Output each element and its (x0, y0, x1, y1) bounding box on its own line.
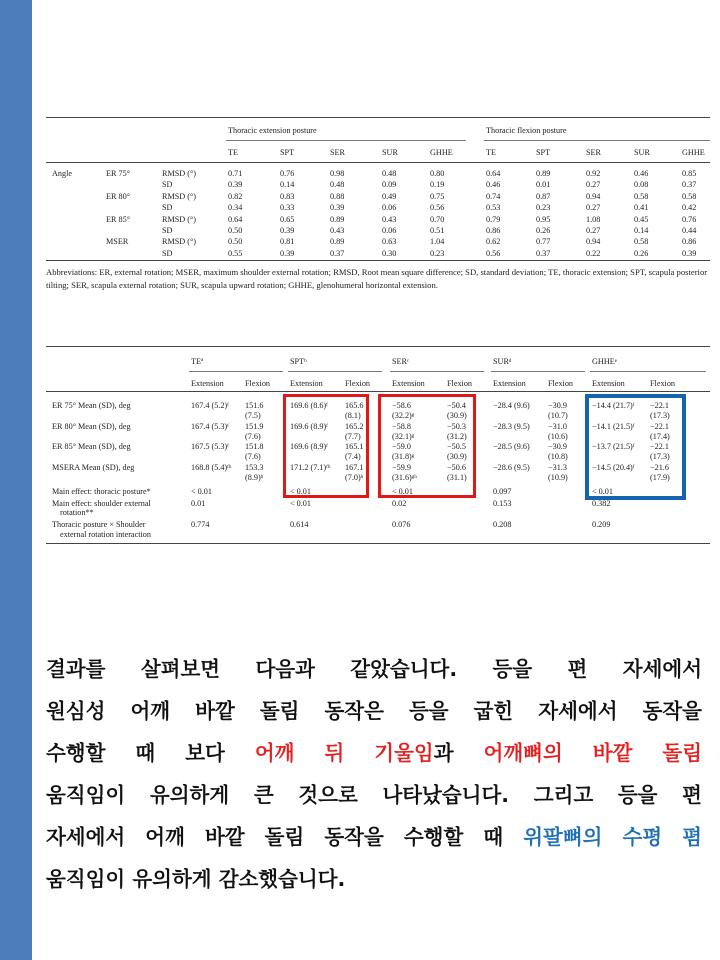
table-cell: 0.86 (486, 226, 501, 235)
table-cell: 0.26 (536, 226, 551, 235)
table-top-rule (46, 346, 710, 347)
table-cell: 0.77 (536, 237, 551, 247)
column-header: TE (486, 148, 497, 157)
table-cell: 1.04 (430, 237, 445, 247)
row-label: ER 75° Mean (SD), deg (52, 401, 131, 410)
table-cell: 0.79 (486, 214, 501, 224)
table-cell: −22.1 (650, 442, 669, 451)
table-cell: 0.26 (634, 248, 649, 258)
table-bottom-rule (46, 543, 710, 544)
summary-paragraph (46, 648, 702, 900)
table-cell: 0.81 (280, 237, 295, 247)
column-header: TE (228, 148, 239, 157)
row-condition: ER 85° (106, 214, 130, 224)
table-cell: 0.153 (493, 499, 512, 508)
table-cell-sd: (10.7) (548, 411, 568, 420)
table-cell: 0.53 (486, 203, 501, 213)
sub-header-extension: Extension (290, 379, 323, 388)
table-cell: 0.86 (682, 237, 697, 247)
table-cell: 0.09 (382, 180, 397, 190)
table-cell: 153.3 (245, 462, 264, 472)
table-cell: 169.6 (8.9)ᶠ (290, 421, 328, 431)
table-cell: 0.62 (486, 237, 501, 247)
table-cell: 0.48 (382, 169, 397, 178)
table-cell: 0.076 (392, 520, 411, 529)
table-cell-sd: (7.5) (245, 411, 261, 420)
row-header-angle: Angle (52, 169, 73, 178)
table-cell: 0.42 (682, 203, 697, 213)
table-cell: −28.4 (9.6) (493, 401, 530, 410)
table-cell: −31.3 (548, 462, 567, 472)
table-cell: 0.82 (228, 191, 243, 201)
table-cell: −21.6 (650, 462, 669, 472)
table-cell: −13.7 (21.5)ᶠ (592, 442, 635, 451)
table-cell-sd: (7.4) (345, 452, 361, 461)
table-cell: 0.22 (586, 248, 601, 258)
table-cell: −14.5 (20.4)ᶠ (592, 462, 635, 472)
table-cell-sd: (30.9) (447, 411, 467, 420)
row-condition: ER 75° (106, 169, 130, 178)
paragraph-line: 움직임이 유의하게 큰 것으로 나타났습니다. 그리고 등을 편 (46, 783, 702, 807)
row-label: ER 80° Mean (SD), deg (52, 421, 131, 431)
table-cell: 0.37 (330, 248, 345, 258)
table-cell: 0.58 (634, 191, 649, 201)
table-cell: −50.5 (447, 442, 466, 451)
table-cell: 0.774 (191, 520, 210, 529)
table-cell: 0.89 (536, 169, 551, 178)
table-cell: 0.08 (634, 180, 649, 190)
table-cell-sd: (10.9) (548, 472, 568, 482)
group-underline (491, 371, 585, 372)
table-cell: −50.3 (447, 421, 466, 431)
group-header: TEª (191, 357, 204, 366)
table-cell: 0.80 (430, 169, 445, 178)
table-cell: 0.58 (682, 191, 697, 201)
table-cell: 0.88 (330, 191, 345, 201)
paragraph-line (46, 816, 702, 858)
table-cell: 0.51 (430, 226, 445, 235)
table-cell: −59.0 (392, 442, 411, 451)
table-cell: 0.01 (536, 180, 551, 190)
column-header: SPT (536, 148, 551, 157)
group-underline (390, 371, 484, 372)
main-effect-shoulder-label: rotation** (60, 508, 94, 517)
table-cell: 165.6 (345, 401, 364, 410)
table-cell: 0.85 (682, 169, 697, 178)
table-cell: −50.6 (447, 462, 466, 472)
group-underline (288, 371, 382, 372)
table-cell: 0.39 (280, 248, 295, 258)
table-cell: 0.56 (430, 203, 445, 213)
table-cell: 0.65 (280, 214, 295, 224)
table-cell: 167.4 (5.3)ᶠ (191, 421, 229, 431)
table-cell-sd: (31.8)ᵍ (392, 452, 415, 461)
red-highlight-box-spt (283, 394, 369, 498)
table-cell: 0.02 (392, 499, 407, 508)
table-cell: 167.5 (5.3)ᶠ (191, 442, 229, 451)
table-cell: 0.23 (536, 203, 551, 213)
row-statistic: RMSD (°) (162, 169, 196, 178)
table-cell: 0.614 (290, 520, 309, 529)
table-cell-sd: (7.7) (345, 431, 361, 441)
blue-highlight-text: 위팔뼈의 수평 폄 (523, 825, 702, 849)
table-cell: −58.8 (392, 421, 411, 431)
table-cell: 0.89 (330, 214, 345, 224)
table-cell: 0.89 (330, 237, 345, 247)
table-cell: 0.46 (486, 180, 501, 190)
table-cell: 151.9 (245, 421, 264, 431)
table-cell: 0.30 (382, 248, 397, 258)
column-header: GHHE (430, 148, 453, 157)
row-statistic: SD (162, 180, 173, 190)
column-header: SER (586, 148, 602, 157)
column-header: SUR (382, 148, 398, 157)
header-rule (46, 162, 710, 163)
table-cell: 1.08 (586, 214, 601, 224)
column-header: SUR (634, 148, 650, 157)
table-cell-sd: (10.8) (548, 452, 568, 461)
table-cell: 0.37 (536, 248, 551, 258)
table-cell: 0.06 (382, 226, 397, 235)
table-cell: 0.39 (682, 248, 697, 258)
table-cell: 151.6 (245, 401, 264, 410)
column-header: SER (330, 148, 346, 157)
group-underline (484, 140, 710, 141)
table-cell-sd: (31.2) (447, 431, 467, 441)
table-cell: < 0.01 (290, 487, 311, 496)
group-header: SURᵈ (493, 357, 512, 366)
table-cell: 0.382 (592, 499, 611, 508)
table-cell-sd: (32.2)ᵍ (392, 411, 415, 420)
sub-header-flexion: Flexion (548, 379, 574, 388)
table-cell-sd: (7.0)ʰ (345, 472, 364, 482)
table-cell: 0.46 (634, 169, 649, 178)
table-cell: 0.63 (382, 237, 397, 247)
table-cell: 169.6 (8.9)ᶠ (290, 442, 328, 451)
row-condition: ER 80° (106, 191, 130, 201)
sub-header-flexion: Flexion (447, 379, 473, 388)
column-header: SPT (280, 148, 295, 157)
table-cell: 167.4 (5.2)ᶠ (191, 401, 229, 410)
interaction-label: external rotation interaction (60, 530, 151, 539)
table-cell: 0.01 (191, 499, 206, 508)
table-cell-sd: (17.4) (650, 431, 670, 441)
table-cell-sd: (8.9)ʰ (245, 472, 264, 482)
table-cell-sd: (31.1) (447, 472, 467, 482)
table-cell: 0.208 (493, 520, 512, 529)
table-cell: −14.1 (21.5)ᶠ (592, 421, 635, 431)
group-header-extension: Thoracic extension posture (228, 126, 317, 135)
table-cell: < 0.01 (592, 487, 613, 496)
row-statistic: SD (162, 226, 173, 235)
paragraph-line: 결과를 살펴보면 다음과 같았습니다. 등을 편 자세에서 (46, 657, 702, 681)
table-cell: 0.55 (228, 248, 243, 258)
table-cell: 168.8 (5.4)ᶠʰ (191, 462, 232, 472)
table-cell-sd: (17.3) (650, 411, 670, 420)
table-cell: 0.75 (430, 191, 445, 201)
table-cell: < 0.01 (290, 499, 311, 508)
table-cell: 0.39 (228, 180, 243, 190)
table-cell: 0.71 (228, 169, 243, 178)
sub-header-extension: Extension (392, 379, 425, 388)
paragraph-line: 움직임이 유의하게 감소했습니다. (46, 867, 346, 891)
table-cell-sd: (17.3) (650, 452, 670, 461)
table-cell: 0.23 (430, 248, 445, 258)
table-cell: 0.37 (682, 180, 697, 190)
table-cell: 0.92 (586, 169, 601, 178)
table-cell: 0.39 (330, 203, 345, 213)
left-accent-bar (0, 0, 32, 960)
paragraph-line (46, 732, 702, 774)
table-cell: 0.76 (682, 214, 697, 224)
table-cell: 0.83 (280, 191, 295, 201)
table-cell: < 0.01 (191, 487, 212, 496)
row-statistic: RMSD (°) (162, 237, 196, 247)
table-bottom-rule (46, 260, 710, 261)
table-cell-sd: (31.6)ᵍʰ (392, 472, 417, 482)
text-segment: 과 (433, 741, 484, 765)
table-cell-sd: (7.6) (245, 452, 261, 461)
header-rule (46, 391, 710, 392)
table-cell: −28.5 (9.6) (493, 442, 530, 451)
group-underline (189, 371, 283, 372)
table-cell: 0.94 (586, 191, 601, 201)
table-cell: 0.209 (592, 520, 611, 529)
table-cell: 0.74 (486, 191, 501, 201)
table-cell: 0.58 (634, 237, 649, 247)
group-header-flexion: Thoracic flexion posture (486, 126, 567, 135)
table-cell: 171.2 (7.1)ᶠʰ (290, 462, 331, 472)
table-cell: 0.95 (536, 214, 551, 224)
table-cell: 0.33 (280, 203, 295, 213)
table-cell: −22.1 (650, 401, 669, 410)
table-cell: 0.43 (382, 214, 397, 224)
sub-header-extension: Extension (191, 379, 224, 388)
table-cell-sd: (7.6) (245, 431, 261, 441)
row-label: ER 85° Mean (SD), deg (52, 442, 131, 451)
table-cell: −30.9 (548, 401, 567, 410)
red-highlight-text: 어깨뼈의 바깥 돌림 (483, 741, 703, 765)
table-cell: 0.50 (228, 237, 243, 247)
sub-header-extension: Extension (493, 379, 526, 388)
table-cell: 0.34 (228, 203, 243, 213)
row-statistic: SD (162, 203, 173, 213)
table-cell: 0.49 (382, 191, 397, 201)
row-condition: MSER (106, 237, 129, 247)
table-cell: 0.43 (330, 226, 345, 235)
table-cell: 0.64 (486, 169, 501, 178)
table-cell: −28.6 (9.5) (493, 462, 530, 472)
table-cell: 0.70 (430, 214, 445, 224)
table-cell: 165.2 (345, 421, 364, 431)
row-label: MSERA Mean (SD), deg (52, 462, 135, 472)
table-cell: 0.19 (430, 180, 445, 190)
group-underline (226, 140, 466, 141)
table-cell-sd: (17.9) (650, 472, 670, 482)
group-header: SPTᵇ (290, 357, 307, 366)
table-cell: 167.1 (345, 462, 364, 472)
table-cell: 169.6 (8.6)ᶠ (290, 401, 328, 410)
table-cell: 0.94 (586, 237, 601, 247)
table-cell: 0.76 (280, 169, 295, 178)
sub-header-flexion: Flexion (650, 379, 676, 388)
table-cell: −59.9 (392, 462, 411, 472)
table-cell: 0.87 (536, 191, 551, 201)
sub-header-extension: Extension (592, 379, 625, 388)
table-cell: −22.1 (650, 421, 669, 431)
sub-header-flexion: Flexion (245, 379, 271, 388)
main-effect-shoulder-label: Main effect: shoulder external (52, 499, 151, 508)
abbreviations-note: Abbreviations: ER, external rotation; MSER, maximum shoulder external rotation; RMSD, Root mean square difference; SD, standard deviation; TE, thoracic extension; SPT, scapula posterior tilting; SER, scapula external rotation; SUR, scapula upward rotation; GHHE, glenohumeral horizontal extension. (46, 267, 708, 290)
red-highlight-box-ser (378, 394, 476, 498)
table-cell: 0.41 (634, 203, 649, 213)
table-cell: 0.64 (228, 214, 243, 224)
table-cell-sd: (10.6) (548, 431, 568, 441)
table-cell: 0.44 (682, 226, 697, 235)
table-cell: −58.6 (392, 401, 411, 410)
group-header: SERᶜ (392, 357, 410, 366)
table-cell: 0.45 (634, 214, 649, 224)
table-cell: 0.27 (586, 226, 601, 235)
table-cell: 0.98 (330, 169, 345, 178)
text-segment: 수행할 때 보다 (46, 741, 255, 765)
table-cell: 151.8 (245, 442, 264, 451)
table-cell: −30.9 (548, 442, 567, 451)
table-cell: −50.4 (447, 401, 466, 410)
group-underline (590, 371, 706, 372)
row-statistic: SD (162, 248, 173, 258)
red-highlight-text: 어깨 뒤 기울임 (254, 741, 434, 765)
table-cell: 0.06 (382, 203, 397, 213)
table-cell: −14.4 (21.7)ᶠ (592, 401, 635, 410)
table-cell: −28.3 (9.5) (493, 421, 530, 431)
table-cell: < 0.01 (392, 487, 413, 496)
text-segment: 자세에서 어깨 바깥 돌림 동작을 수행할 때 (46, 825, 524, 849)
column-header: GHHE (682, 148, 705, 157)
table-cell: 0.097 (493, 487, 512, 496)
table-cell: 0.50 (228, 226, 243, 235)
table-top-rule (46, 117, 710, 118)
table-cell-sd: (8.1) (345, 411, 361, 420)
table-cell: 0.56 (486, 248, 501, 258)
blue-highlight-box-ghhe (585, 394, 686, 500)
table-cell: 0.14 (634, 226, 649, 235)
table-cell: 0.39 (280, 226, 295, 235)
main-effect-thoracic-label: Main effect: thoracic posture* (52, 487, 151, 496)
table-cell: −31.0 (548, 421, 567, 431)
table-cell: 0.27 (586, 203, 601, 213)
paragraph-line: 원심성 어깨 바깥 돌림 동작은 등을 굽힌 자세에서 동작을 (46, 699, 702, 723)
table-cell: 0.48 (330, 180, 345, 190)
group-header: GHHEᵉ (592, 357, 617, 366)
table-cell-sd: (30.9) (447, 452, 467, 461)
interaction-label: Thoracic posture × Shoulder (52, 520, 146, 529)
row-statistic: RMSD (°) (162, 191, 196, 201)
table-cell: 0.14 (280, 180, 295, 190)
sub-header-flexion: Flexion (345, 379, 371, 388)
table-cell: 0.27 (586, 180, 601, 190)
table-cell-sd: (32.1)ᵍ (392, 431, 415, 441)
row-statistic: RMSD (°) (162, 214, 196, 224)
table-cell: 165.1 (345, 442, 364, 451)
